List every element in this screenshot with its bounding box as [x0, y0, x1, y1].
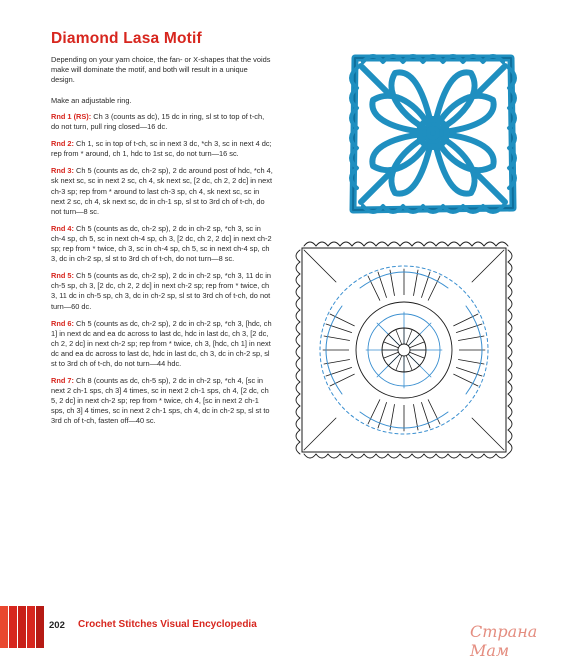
round-7 [51, 376, 273, 426]
round-4 [51, 224, 273, 264]
ring-instruction: Make an adjustable ring. [51, 96, 132, 105]
page-number: 202 [49, 620, 65, 631]
watermark: Страна Мам [470, 622, 538, 660]
round-label: Rnd 1 (RS): [51, 112, 92, 121]
round-6 [51, 319, 273, 369]
footer-color-bar [0, 606, 45, 648]
round-2 [51, 139, 273, 159]
round-text: Ch 3 (counts as dc), 15 dc in ring, sl st to top of t-ch, do not turn, pull ring closed—16 dc. [51, 112, 265, 132]
stitch-diagram [290, 236, 518, 464]
round-1 [51, 112, 273, 132]
motif-photo [333, 38, 533, 228]
book-title: Crochet Stitches Visual Encyclopedia [78, 619, 257, 630]
round-instructions [51, 112, 273, 434]
round-label: Rnd 6: [51, 318, 74, 328]
round-label: Rnd 5: [51, 271, 74, 281]
round-text: Ch 5 (counts as dc, ch-2 sp), 2 dc around post of hdc, *ch 4, sk next sc, sc in next 2 sc, ch 4, sk next sc, [2 dc, ch 2, 2 dc] in next ch-3 sp; rep from * around to last ch-3 sp, ch 4, sk next sc, sc in next 2 sc, ch 4, sk next sc, dc in ch-1 sp, sl st to 3rd ch of t-ch, do not turn—8 sc. [51, 166, 273, 216]
round-label: Rnd 3: [51, 166, 74, 176]
round-label: Rnd 4: [51, 223, 74, 233]
intro-paragraph: Depending on your yarn choice, the fan- or X-shapes that the voids make will dominate the motif, and both will result in a unique design. [51, 55, 271, 84]
round-label: Rnd 2: [51, 139, 74, 149]
round-text: Ch 8 (counts as dc, ch-5 sp), 2 dc in ch-2 sp, *ch 4, [sc in next 2 ch-1 sps, ch 3] 4 times, sc in next 2 ch-1 sps, ch 4, [2 dc, ch 5, 2 dc] in next ch-2 sp; rep from * twice, ch 4, [sc in next 2 ch-1 sps, ch 3] 4 times, sc in next 2 ch-1 sps, ch 4, dc in ch-2 sp, sl st to 3rd ch of t-ch, fasten off—40 sc. [51, 376, 270, 426]
round-5 [51, 271, 273, 311]
round-text: Ch 1, sc in top of t-ch, sc in next 3 dc, *ch 3, sc in next 4 dc; rep from * around, ch 1, hdc to 1st sc, do not turn—16 sc. [51, 139, 272, 159]
round-text: Ch 5 (counts as dc, ch-2 sp), 2 dc in ch-2 sp, *ch 3, [hdc, ch 1] in next dc and ea dc across to last dc, hdc in last dc, ch 3, [2 dc, ch 2, 2 dc] in next ch-2 sp; rep from * twice, ch 3, [hdc, ch 1] in next dc and ea dc across to last dc, hdc in last dc, ch 3, dc in ch-2 sp, sl st to 3rd ch of t-ch, do not turn—44 hdc. [51, 318, 272, 368]
round-text: Ch 5 (counts as dc, ch-2 sp), 2 dc in ch-2 sp, *ch 3, 11 dc in ch-5 sp, ch 3, [2 dc, ch 2, 2 dc] in next ch-2 sp; rep from * twice, ch 3, 11 dc in ch-5 sp, ch 3, dc in ch-2 sp, sl st to 3rd ch of t-ch, do not turn—60 dc. [51, 271, 272, 311]
round-label: Rnd 7: [51, 376, 74, 386]
round-text: Ch 5 (counts as dc, ch-2 sp), 2 dc in ch-2 sp, *ch 3, sc in ch-4 sp, ch 5, sc in next ch-4 sp, ch 3, [2 dc, ch 2, 2 dc] in next ch-2 sp; rep from * twice, ch 3, sc in ch-4 sp, ch 5, sc in next ch-4 sp, ch 3, dc in ch-2 sp, sl st to 3rd ch of t-ch, do not turn—8 sc. [51, 223, 272, 264]
round-3 [51, 166, 273, 216]
page-title: Diamond Lasa Motif [51, 30, 202, 47]
